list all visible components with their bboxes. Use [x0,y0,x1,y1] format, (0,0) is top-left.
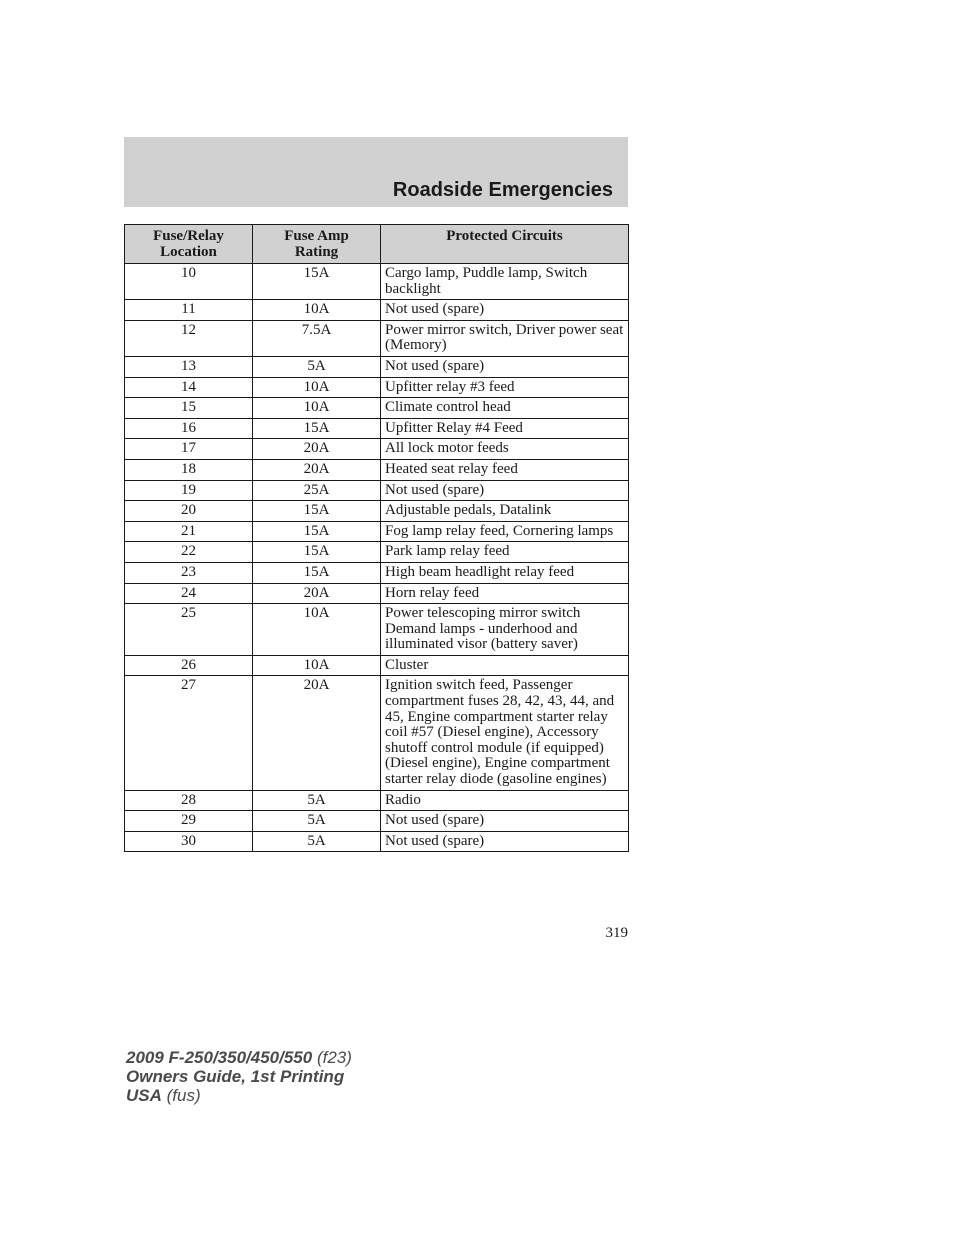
table-row [125,542,629,563]
table-row [125,377,629,398]
fuse-amp-cell: 10A [253,398,381,419]
protected-circuit-cell: Radio [381,790,629,811]
protected-circuit-cell: Heated seat relay feed [381,459,629,480]
protected-circuit-cell: Park lamp relay feed [381,542,629,563]
footer-line3 [126,1086,352,1105]
header-amp-rating [253,225,381,264]
page-number: 319 [605,925,628,941]
footer-model: 2009 F-250/350/450/550 [126,1048,313,1067]
table-row [125,831,629,852]
fuse-amp-cell: 5A [253,811,381,832]
table-row [125,521,629,542]
fuse-amp-cell: 5A [253,831,381,852]
protected-circuit-cell: Upfitter Relay #4 Feed [381,418,629,439]
section-header-band [124,137,628,207]
fuse-amp-cell: 15A [253,264,381,300]
header-protected-circuits: Protected Circuits [381,225,629,264]
footer [126,1048,352,1105]
footer-market: USA [126,1086,162,1105]
footer-model-code: (f23) [316,1048,352,1067]
table-header-row [125,225,629,264]
table-row [125,398,629,419]
header-amp-line1: Fuse Amp [284,228,349,244]
fuse-location-cell: 24 [125,583,253,604]
table-row [125,320,629,356]
fuse-location-cell: 26 [125,655,253,676]
fuse-amp-cell: 15A [253,418,381,439]
table-row [125,418,629,439]
fuse-location-cell: 17 [125,439,253,460]
fuse-amp-cell: 20A [253,439,381,460]
fuse-location-cell: 12 [125,320,253,356]
fuse-location-cell: 19 [125,480,253,501]
fuse-location-cell: 25 [125,604,253,656]
protected-circuit-cell: Power telescoping mirror switch Demand lamps - underhood and illuminated visor (battery saver) [381,604,629,656]
protected-circuit-cell: High beam headlight relay feed [381,562,629,583]
fuse-location-cell: 22 [125,542,253,563]
fuse-amp-cell: 10A [253,377,381,398]
fuse-location-cell: 28 [125,790,253,811]
fuse-amp-cell: 10A [253,655,381,676]
table-row [125,583,629,604]
fuse-amp-cell: 10A [253,300,381,321]
protected-circuit-cell: Fog lamp relay feed, Cornering lamps [381,521,629,542]
fuse-location-cell: 13 [125,356,253,377]
protected-circuit-cell: Power mirror switch, Driver power seat (Memory) [381,320,629,356]
footer-market-code: (fus) [166,1086,201,1105]
table-row [125,480,629,501]
fuse-amp-cell: 5A [253,790,381,811]
fuse-location-cell: 27 [125,676,253,790]
fuse-amp-cell: 15A [253,562,381,583]
footer-line2: Owners Guide, 1st Printing [126,1067,345,1086]
protected-circuit-cell: Cluster [381,655,629,676]
table-row [125,562,629,583]
table-row [125,676,629,790]
fuse-table [124,224,629,852]
fuse-location-cell: 30 [125,831,253,852]
table-row [125,811,629,832]
protected-circuit-cell: Cargo lamp, Puddle lamp, Switch backlight [381,264,629,300]
protected-circuit-cell: Not used (spare) [381,831,629,852]
protected-circuit-cell: Not used (spare) [381,356,629,377]
table-row [125,300,629,321]
fuse-location-cell: 23 [125,562,253,583]
table-row [125,501,629,522]
protected-circuit-cell: Climate control head [381,398,629,419]
fuse-amp-cell: 10A [253,604,381,656]
table-row [125,790,629,811]
fuse-amp-cell: 25A [253,480,381,501]
fuse-amp-cell: 15A [253,521,381,542]
fuse-location-cell: 18 [125,459,253,480]
fuse-location-cell: 20 [125,501,253,522]
fuse-location-cell: 14 [125,377,253,398]
fuse-location-cell: 10 [125,264,253,300]
table-row [125,264,629,300]
header-location-line2: Location [160,244,217,260]
protected-circuit-cell: Adjustable pedals, Datalink [381,501,629,522]
protected-circuit-cell: Not used (spare) [381,811,629,832]
fuse-amp-cell: 20A [253,459,381,480]
fuse-amp-cell: 15A [253,501,381,522]
protected-circuit-cell: Not used (spare) [381,480,629,501]
table-body [125,264,629,852]
fuse-location-cell: 21 [125,521,253,542]
table-row [125,655,629,676]
header-location-line1: Fuse/Relay [153,228,224,244]
fuse-location-cell: 29 [125,811,253,832]
fuse-amp-cell: 5A [253,356,381,377]
fuse-amp-cell: 7.5A [253,320,381,356]
table-row [125,604,629,656]
protected-circuit-cell: Not used (spare) [381,300,629,321]
fuse-location-cell: 11 [125,300,253,321]
table-row [125,356,629,377]
fuse-amp-cell: 15A [253,542,381,563]
table-row [125,459,629,480]
footer-line1 [126,1048,352,1067]
fuse-amp-cell: 20A [253,676,381,790]
protected-circuit-cell: Horn relay feed [381,583,629,604]
protected-circuit-cell: Upfitter relay #3 feed [381,377,629,398]
table-row [125,439,629,460]
header-amp-line2: Rating [294,244,339,260]
protected-circuit-cell: All lock motor feeds [381,439,629,460]
fuse-location-cell: 15 [125,398,253,419]
protected-circuit-cell: Ignition switch feed, Passenger compartment fuses 28, 42, 43, 44, and 45, Engine compartment starter relay coil #57 (Diesel engine), Accessory shutoff control module (if equipped) (Diesel engine), Engine compartment starter relay diode (gasoline engines) [381,676,629,790]
section-title: Roadside Emergencies [392,179,613,201]
fuse-location-cell: 16 [125,418,253,439]
header-location [125,225,253,264]
fuse-amp-cell: 20A [253,583,381,604]
